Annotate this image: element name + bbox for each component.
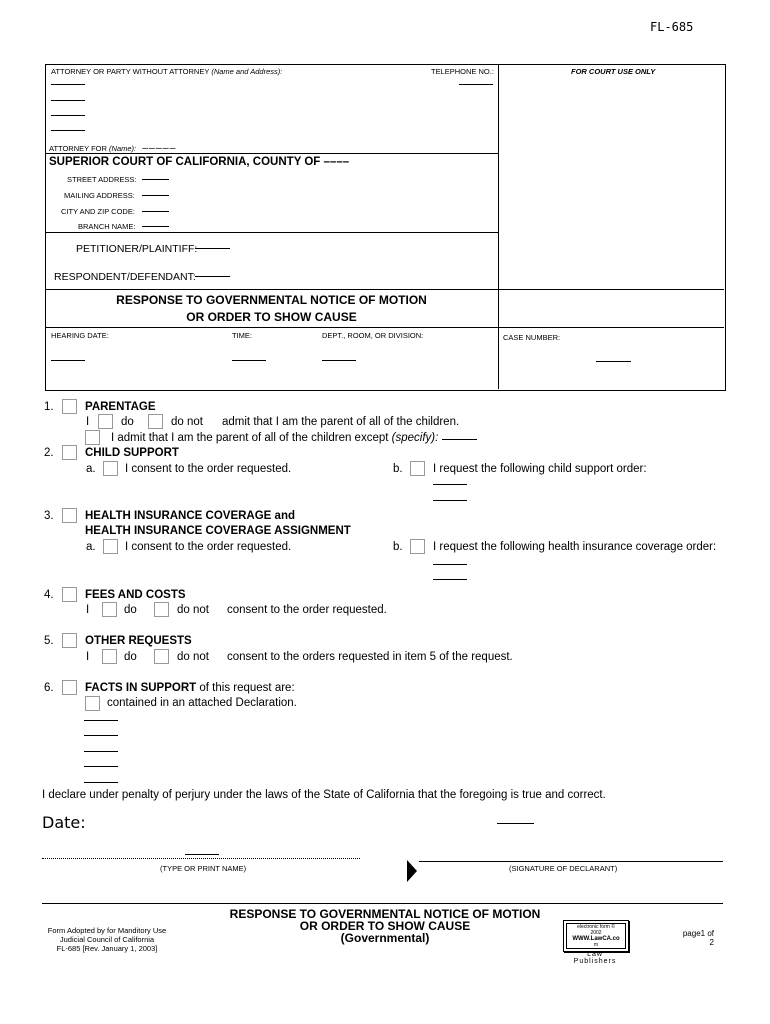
item3-number: 3.: [44, 510, 54, 522]
rule-hearing: [45, 327, 724, 328]
attorney-label-text: ATTORNEY OR PARTY WITHOUT ATTORNEY: [51, 67, 210, 76]
item4-consent-text: consent to the order requested.: [227, 604, 387, 616]
stamp-under-2: Publishers: [573, 958, 617, 965]
item2-checkbox[interactable]: [62, 445, 77, 460]
stamp-line-3[interactable]: WWW.LawCA.co: [572, 936, 620, 942]
item4-do-not-checkbox[interactable]: [154, 602, 169, 617]
page-number: [680, 929, 714, 947]
declaration-text: I declare under penalty of perjury under the laws of the State of California that the foregoing is true and correct.: [42, 789, 606, 801]
item5-do-not-checkbox[interactable]: [154, 649, 169, 664]
date-label: Date:: [42, 813, 86, 832]
city-field[interactable]: [142, 211, 169, 212]
publisher-stamp: [563, 920, 629, 952]
item4-do-not: do not: [177, 604, 209, 616]
item2-a-checkbox[interactable]: [103, 461, 118, 476]
item6-contained-text: contained in an attached Declaration.: [107, 697, 297, 709]
attorney-label: [51, 67, 282, 76]
attorney-for-text: ATTORNEY FOR: [49, 144, 107, 153]
dept-label: DEPT., ROOM, OR DIVISION:: [322, 331, 424, 340]
item6-line-3[interactable]: [84, 751, 118, 752]
mailing-field[interactable]: [142, 195, 169, 196]
item2-title: CHILD SUPPORT: [85, 447, 179, 459]
item3-b-checkbox[interactable]: [410, 539, 425, 554]
stamp-under-1: Law: [587, 951, 603, 958]
item3-b-line-2[interactable]: [433, 579, 467, 580]
branch-label: BRANCH NAME:: [78, 222, 136, 231]
signature-arrow-icon: [407, 860, 417, 882]
footer-title-line-2: OR ORDER TO SHOW CAUSE: [299, 919, 471, 933]
footer-title-line-1: RESPONSE TO GOVERNMENTAL NOTICE OF MOTION: [229, 907, 541, 921]
signature-label: (SIGNATURE OF DECLARANT): [509, 864, 618, 873]
page-total: 2: [709, 938, 714, 947]
item4-number: 4.: [44, 589, 54, 601]
branch-field[interactable]: [142, 226, 169, 227]
item2-b-label: b.: [393, 463, 403, 475]
item6-line-2[interactable]: [84, 735, 118, 736]
attorney-label-italic: (Name and Address):: [211, 67, 283, 76]
form-title: [45, 292, 498, 326]
court-county-value[interactable]: ––––: [323, 156, 350, 168]
footer-title-line-3: (Governmental): [340, 931, 430, 945]
footer-title: [212, 908, 558, 944]
item1-do-not-checkbox[interactable]: [148, 414, 163, 429]
item1-except: [111, 432, 438, 444]
city-label: CITY AND ZIP CODE:: [61, 207, 135, 216]
footer-left-line-1: Form Adopted by for Manditory Use: [47, 926, 167, 935]
item4-checkbox[interactable]: [62, 587, 77, 602]
court-title-text: SUPERIOR COURT OF CALIFORNIA, COUNTY OF: [49, 156, 321, 168]
footer-left-line-2: Judicial Council of California: [59, 935, 155, 944]
footer-left-line-3: FL-685 [Rev. January 1, 2003]: [56, 944, 158, 953]
item5-number: 5.: [44, 635, 54, 647]
attorney-for-value[interactable]: –––––: [142, 142, 177, 154]
item1-do-not: do not: [171, 416, 203, 428]
item5-do-checkbox[interactable]: [102, 649, 117, 664]
item6-title-bold: FACTS IN SUPPORT: [85, 682, 197, 694]
page-label: page1 of: [682, 929, 714, 938]
court-use-label: FOR COURT USE ONLY: [571, 67, 656, 76]
item6-line-1[interactable]: [84, 720, 118, 721]
item3-a-label: a.: [86, 541, 96, 553]
petitioner-field[interactable]: [195, 248, 230, 249]
telephone-label: TELEPHONE NO.:: [431, 67, 494, 76]
item2-b-checkbox[interactable]: [410, 461, 425, 476]
time-label: TIME:: [232, 331, 252, 340]
form-title-line-1: RESPONSE TO GOVERNMENTAL NOTICE OF MOTION: [116, 293, 427, 307]
item2-number: 2.: [44, 447, 54, 459]
hearing-date-field[interactable]: [51, 360, 85, 361]
telephone-field[interactable]: [459, 84, 493, 85]
respondent-label: RESPONDENT/DEFENDANT:: [54, 271, 196, 283]
mailing-label: MAILING ADDRESS:: [64, 191, 135, 200]
stamp-line-1: electronic form ©: [577, 924, 615, 930]
signature-rule: [419, 861, 723, 862]
item4-i: I: [86, 604, 90, 616]
attorney-name-line-2[interactable]: [51, 100, 85, 101]
item6-title-rest: of this request are:: [199, 682, 295, 694]
item3-checkbox[interactable]: [62, 508, 77, 523]
item5-checkbox[interactable]: [62, 633, 77, 648]
respondent-field[interactable]: [195, 276, 230, 277]
item1-except-italic: (specify):: [391, 432, 439, 444]
attorney-for-label: [49, 142, 176, 154]
date-field[interactable]: [497, 823, 534, 824]
case-number-label: CASE NUMBER:: [503, 333, 561, 342]
item1-do: do: [121, 416, 134, 428]
street-label: STREET ADDRESS:: [67, 175, 137, 184]
item1-except-checkbox[interactable]: [85, 430, 100, 445]
item6-checkbox[interactable]: [62, 680, 77, 695]
attorney-name-line-4[interactable]: [51, 130, 85, 131]
item3-a-text: I consent to the order requested.: [125, 541, 292, 553]
item6-line-4[interactable]: [84, 766, 118, 767]
item1-do-checkbox[interactable]: [98, 414, 113, 429]
case-number-field[interactable]: [596, 361, 631, 362]
item5-consent-text: consent to the orders requested in item 5 of the request.: [227, 651, 513, 663]
item6-number: 6.: [44, 682, 54, 694]
item5-i: I: [86, 651, 90, 663]
item1-except-text: I admit that I am the parent of all of the children except: [111, 432, 389, 444]
rule-parties: [45, 232, 498, 233]
item6-line-5[interactable]: [84, 782, 118, 783]
caption-box: [45, 64, 726, 391]
caption-divider: [498, 64, 499, 389]
item4-do: do: [124, 604, 137, 616]
form-title-line-2: OR ORDER TO SHOW CAUSE: [186, 310, 357, 324]
item6-contained-checkbox[interactable]: [85, 696, 100, 711]
item2-b-text: I request the following child support order:: [433, 463, 647, 475]
time-field[interactable]: [232, 360, 266, 361]
item2-b-line-1[interactable]: [433, 484, 467, 485]
hearing-date-label: HEARING DATE:: [51, 331, 109, 340]
attorney-for-italic: (Name):: [109, 144, 137, 153]
publisher-stamp-inner: [566, 923, 626, 949]
publisher-name: [563, 951, 627, 965]
attorney-name-line-3[interactable]: [51, 115, 85, 116]
item3-b-text: I request the following health insurance coverage order:: [433, 541, 717, 553]
item1-title: PARENTAGE: [85, 401, 156, 413]
petitioner-label: PETITIONER/PLAINTIFF:: [76, 243, 198, 255]
item2-b-line-2[interactable]: [433, 500, 467, 501]
item2-a-text: I consent to the order requested.: [125, 463, 292, 475]
item5-do-not: do not: [177, 651, 209, 663]
dept-field[interactable]: [322, 360, 356, 361]
stamp-line-2: 2002: [590, 930, 602, 936]
item4-title: FEES AND COSTS: [85, 589, 186, 601]
footer-rule: [42, 903, 723, 904]
item1-except-field[interactable]: [442, 439, 477, 440]
item1-number: 1.: [44, 401, 54, 413]
print-name-field[interactable]: [185, 854, 219, 855]
item3-b-label: b.: [393, 541, 403, 553]
item1-checkbox[interactable]: [62, 399, 77, 414]
item1-admit-text: admit that I am the parent of all of the children.: [222, 416, 460, 428]
item3-title-1: HEALTH INSURANCE COVERAGE and: [85, 510, 295, 522]
item3-title-2: HEALTH INSURANCE COVERAGE ASSIGNMENT: [85, 525, 351, 537]
footer-left: [45, 926, 169, 953]
item5-title: OTHER REQUESTS: [85, 635, 192, 647]
item3-b-line-1[interactable]: [433, 564, 467, 565]
rule-title: [45, 289, 724, 290]
form-id: FL-685: [650, 20, 694, 34]
type-name-label: (TYPE OR PRINT NAME): [160, 864, 247, 873]
attorney-name-line-1[interactable]: [51, 84, 85, 85]
item5-do: do: [124, 651, 137, 663]
item2-a-label: a.: [86, 463, 96, 475]
court-title: [49, 156, 349, 168]
stamp-line-4: m: [593, 942, 599, 948]
street-field[interactable]: [142, 179, 169, 180]
item1-i: I: [86, 416, 90, 428]
print-name-rule: [42, 858, 360, 859]
item3-a-checkbox[interactable]: [103, 539, 118, 554]
item4-do-checkbox[interactable]: [102, 602, 117, 617]
item6-title: [85, 682, 295, 694]
